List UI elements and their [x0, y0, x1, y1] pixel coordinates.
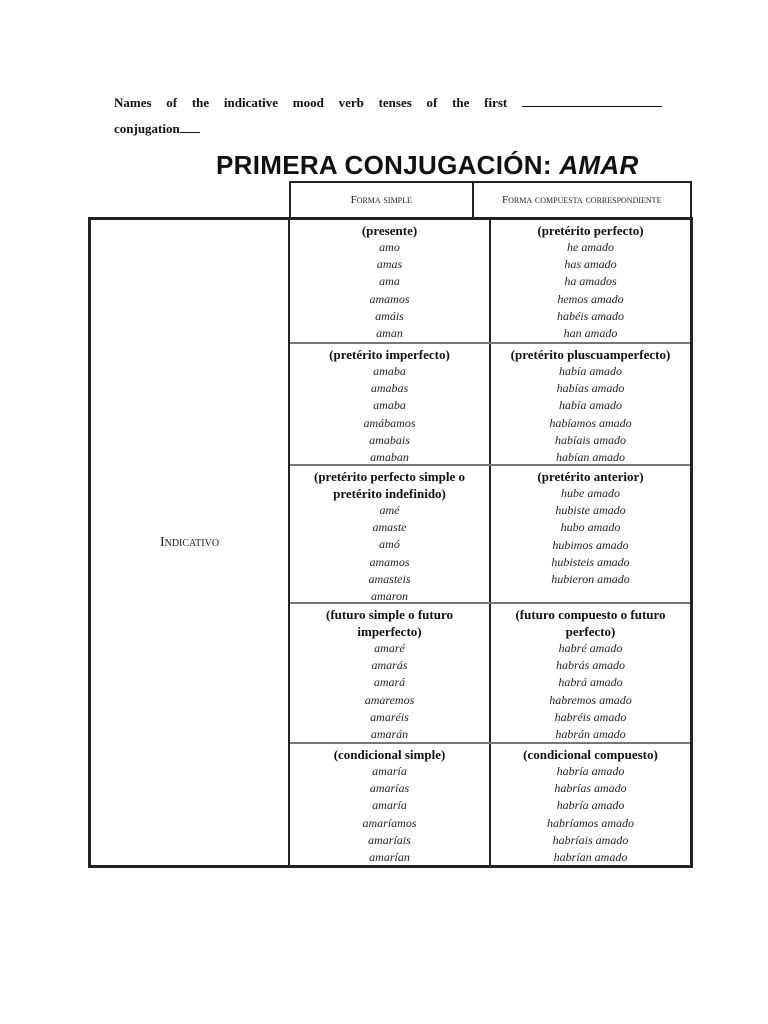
verb-form: amaron — [371, 589, 408, 604]
verb-form: había amado — [559, 398, 622, 413]
verb-forms-list — [557, 239, 624, 342]
compound-form-cell — [489, 344, 690, 464]
verb-form: amamos — [369, 291, 410, 306]
tense-row — [290, 742, 690, 865]
heading-word: of — [426, 95, 438, 110]
verb-form: amo — [379, 240, 400, 254]
verb-form: habrían amado — [553, 850, 628, 865]
verb-form: amaba — [373, 364, 406, 378]
verb-forms-list — [551, 485, 630, 588]
mood-label: Indicativo — [91, 220, 290, 865]
verb-form: amaste — [372, 520, 407, 535]
verb-form: ha amados — [564, 274, 617, 289]
verb-form: habrán amado — [555, 727, 626, 742]
verb-form: habré amado — [558, 641, 623, 655]
verb-form: habíais amado — [554, 432, 626, 447]
simple-form-cell — [290, 744, 489, 865]
verb-form: habrás amado — [555, 658, 625, 673]
verb-form: amará — [373, 675, 406, 690]
tense-name: (condicional compuesto) — [523, 747, 658, 762]
heading-word: verb — [338, 95, 364, 110]
verb-form: habría amado — [556, 798, 625, 813]
tense-rows — [290, 220, 690, 865]
heading-word: of — [166, 95, 178, 110]
heading-word: the — [452, 95, 470, 110]
table-header — [289, 181, 692, 217]
verb-form: amaréis — [370, 709, 409, 724]
verb-form: habríamos amado — [546, 815, 634, 830]
heading-word: conjugation — [114, 121, 180, 136]
tense-row — [290, 602, 690, 742]
verb-form: habríais amado — [552, 832, 629, 847]
verb-form: amáis — [375, 308, 404, 323]
verb-form: has amado — [564, 257, 617, 272]
verb-forms-list — [369, 502, 411, 605]
verb-form: habéis amado — [557, 308, 624, 323]
verb-form: amaríais — [368, 832, 411, 847]
verb-form: han amado — [563, 326, 618, 341]
heading-word: the — [191, 95, 210, 110]
tense-name: (pretérito anterior) — [537, 469, 644, 484]
verb-form: habías amado — [556, 381, 625, 396]
compound-form-cell — [489, 466, 690, 602]
tense-name: (condicional simple) — [333, 747, 446, 762]
header-compound-form — [472, 183, 691, 217]
tense-row — [290, 220, 690, 342]
verb-form: hubieron amado — [551, 572, 630, 587]
verb-form: amé — [379, 503, 400, 517]
tense-name: (pretérito perfecto simple o pretérito indefinido) — [313, 469, 465, 501]
verb-form: amaremos — [364, 692, 415, 707]
verb-form: amasteis — [368, 571, 411, 586]
tense-name: (pretérito pluscuamperfecto) — [510, 347, 671, 362]
verb-form: hubo amado — [560, 520, 621, 535]
verb-form: hemos amado — [557, 291, 624, 306]
verb-form: hube amado — [561, 486, 620, 500]
verb-forms-list — [549, 363, 631, 466]
verb-form: amarán — [370, 727, 409, 742]
heading-word: indicative — [223, 95, 279, 110]
tense-name: (futuro simple o futuro imperfecto) — [326, 607, 453, 639]
verb-forms-list — [549, 640, 632, 743]
verb-form: amarían — [369, 850, 410, 865]
verb-form: he amado — [567, 240, 614, 254]
verb-form: amaba — [373, 398, 406, 413]
tense-name: (presente) — [361, 223, 418, 238]
header-compound-label: Forma compuesta correspondiente — [502, 193, 662, 206]
verb-form: amábamos — [363, 415, 416, 430]
verb-form: habíamos amado — [549, 415, 632, 430]
table-title — [216, 150, 639, 181]
verb-forms-list — [547, 763, 634, 866]
verb-form: habrá amado — [558, 675, 623, 690]
title-verb: AMAR — [559, 150, 639, 180]
verb-form: amaríamos — [362, 815, 417, 830]
tense-name: (pretérito imperfecto) — [329, 347, 450, 362]
verb-forms-list — [362, 763, 416, 866]
verb-form: hubisteis amado — [551, 554, 630, 569]
header-simple-form: Forma simple — [350, 193, 412, 206]
heading-word: mood — [292, 95, 324, 110]
heading-word: Names — [114, 95, 152, 110]
tense-row — [290, 464, 690, 602]
verb-form: hubimos amado — [552, 537, 629, 552]
underline-blank — [522, 94, 662, 107]
verb-form: hubiste amado — [555, 503, 626, 518]
title-main: PRIMERA CONJUGACIÓN: — [216, 150, 552, 180]
verb-form: amaría — [372, 764, 407, 778]
verb-form: había amado — [559, 364, 622, 378]
conjugation-table — [88, 217, 693, 868]
compound-form-cell — [489, 604, 690, 742]
verb-form: amabais — [369, 432, 410, 447]
verb-form: amaría — [372, 798, 407, 813]
verb-form: habrías amado — [554, 781, 627, 796]
simple-form-cell — [290, 344, 489, 464]
verb-form: habían amado — [556, 450, 625, 465]
simple-form-cell — [290, 220, 489, 342]
verb-form: amó — [379, 537, 400, 552]
simple-form-cell — [290, 604, 489, 742]
verb-form: amarás — [371, 658, 408, 673]
heading-word: first — [484, 95, 508, 110]
verb-forms-list — [363, 363, 415, 466]
verb-form: habremos amado — [549, 692, 632, 707]
verb-form: amabas — [370, 381, 409, 396]
verb-form: amarías — [369, 781, 410, 796]
verb-form: ama — [379, 274, 400, 289]
verb-forms-list — [365, 640, 415, 743]
compound-form-cell — [489, 220, 690, 342]
verb-forms-list — [369, 239, 409, 342]
verb-form: amas — [376, 257, 403, 272]
tense-name: (pretérito perfecto) — [537, 223, 644, 238]
heading-word: tenses — [378, 95, 412, 110]
verb-form: amaban — [370, 450, 409, 465]
verb-form: aman — [376, 326, 403, 341]
tense-name: (futuro compuesto o futuro perfecto) — [515, 607, 666, 639]
verb-form: amamos — [369, 554, 410, 569]
verb-form: amaré — [374, 641, 405, 655]
simple-form-cell — [290, 466, 489, 602]
underline-blank — [180, 120, 200, 133]
verb-form: habréis amado — [554, 709, 627, 724]
compound-form-cell — [489, 744, 690, 865]
page-heading-line2 — [114, 120, 662, 137]
page-heading-line1 — [114, 94, 662, 111]
tense-row — [290, 342, 690, 464]
verb-form: habría amado — [556, 764, 625, 778]
